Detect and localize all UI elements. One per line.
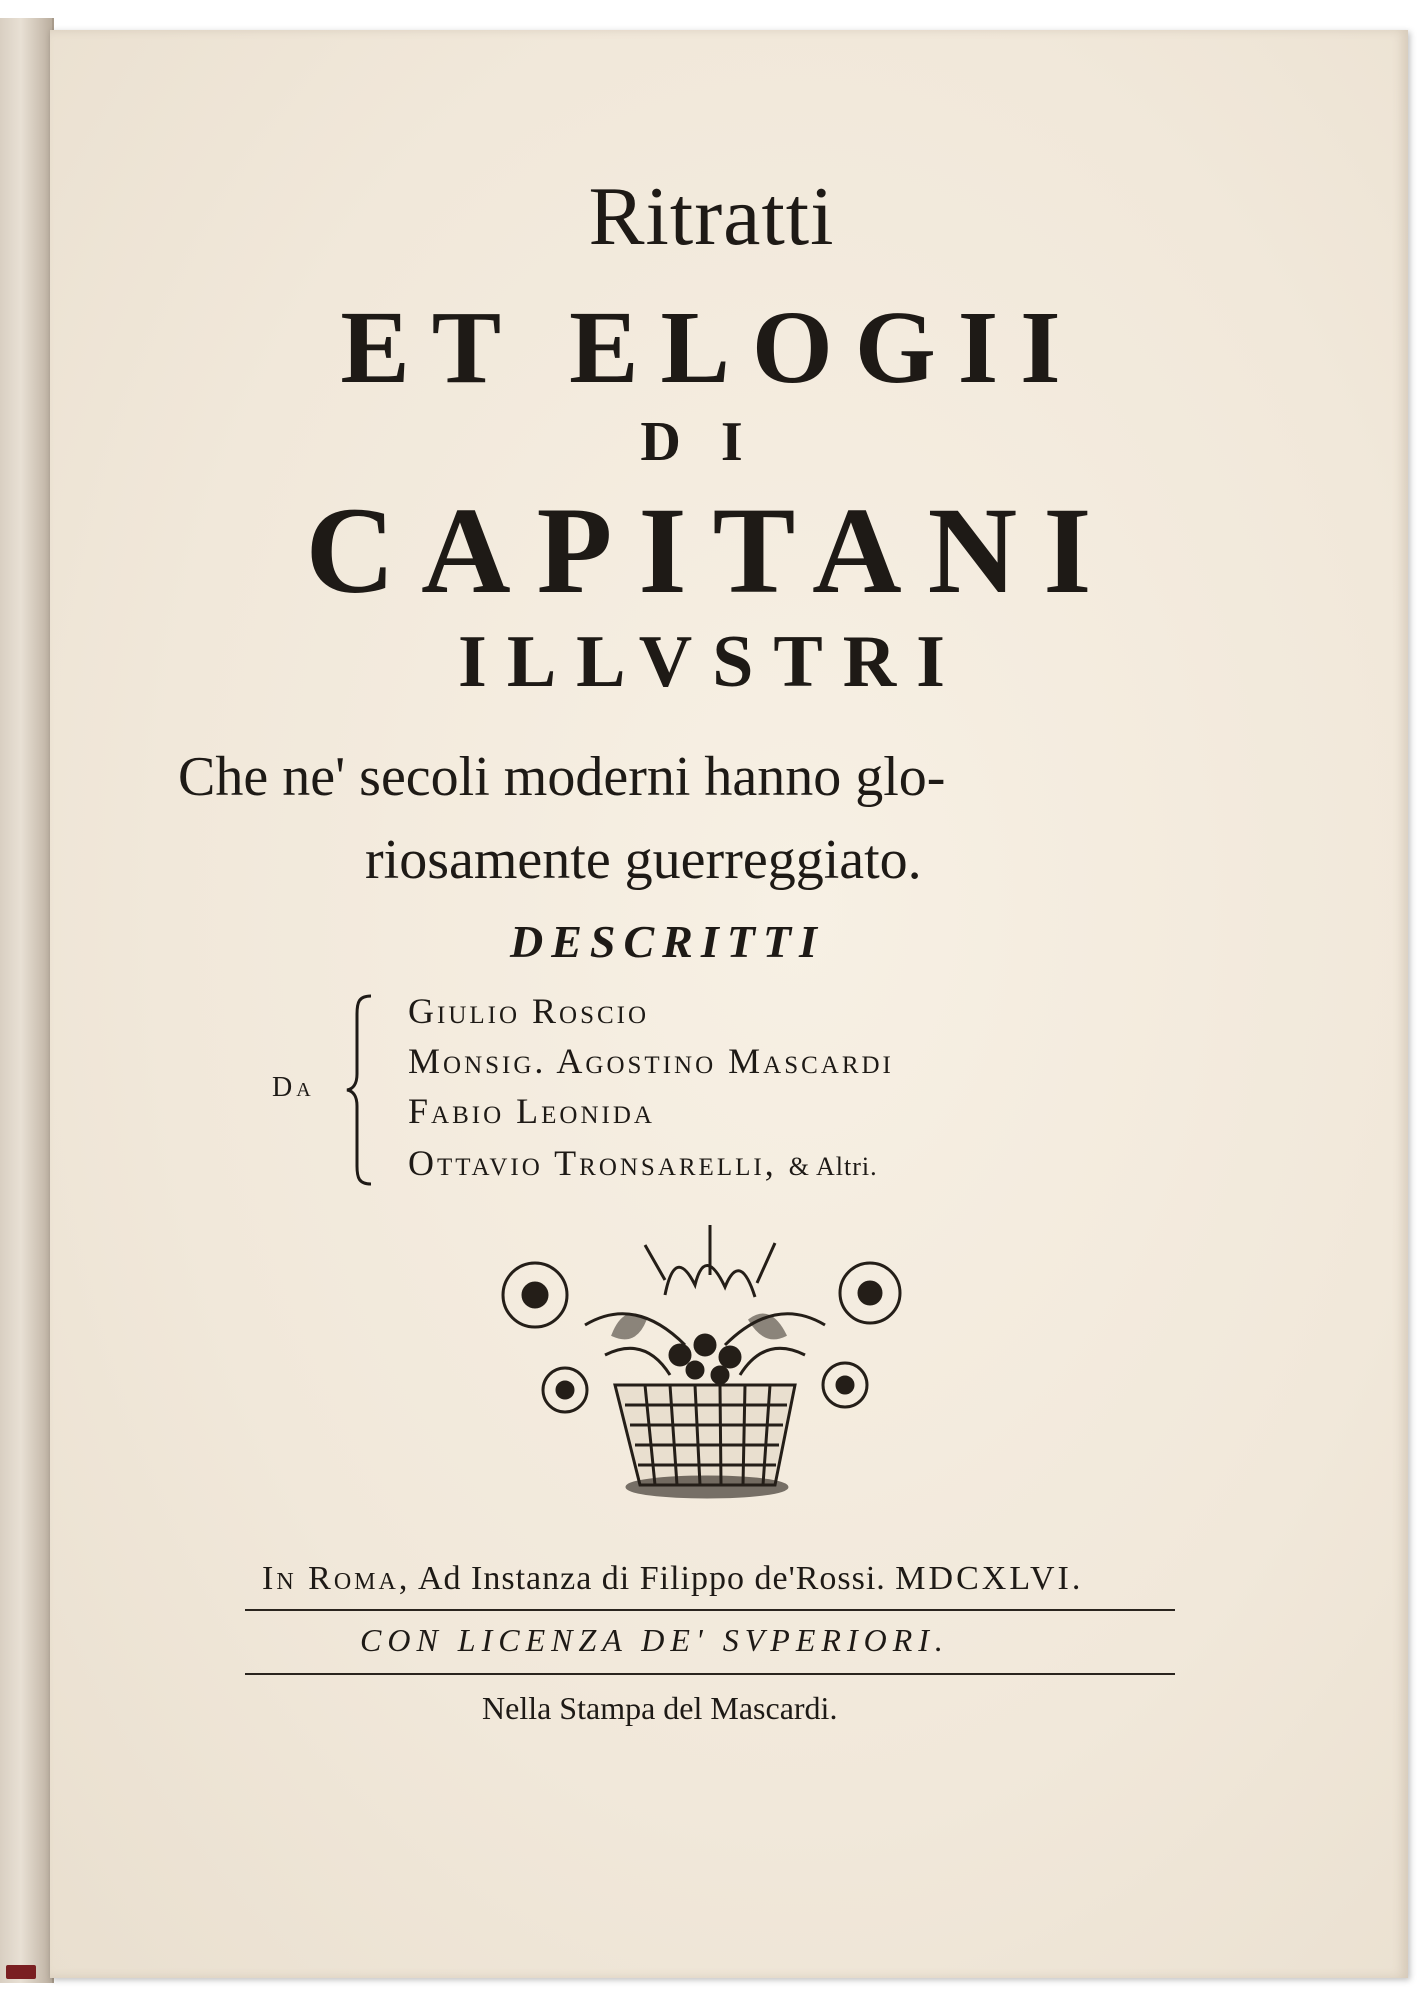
imprint-place: In Roma, [262, 1560, 411, 1597]
spine-headband [6, 1965, 36, 1979]
flower-basket-woodcut-icon [495, 1225, 925, 1525]
author-fabio-leonida: Fabio Leonida [408, 1091, 655, 1131]
title-line-ritratti: Ritratti [588, 170, 835, 263]
imprint-year: MDCXLVI. [895, 1560, 1084, 1597]
author-ottavio-tronsarelli [408, 1142, 878, 1184]
title-line-illustri: ILLVSTRI [458, 621, 965, 703]
author-name: Ottavio Tronsarelli, [408, 1143, 777, 1183]
subtitle-line-1: Che ne' secoli moderni hanno glo- [178, 746, 946, 808]
author-agostino-mascardi: Monsig. Agostino Mascardi [408, 1041, 894, 1081]
imprint-publisher: Ad Instanza di Filippo de'Rossi. [417, 1560, 886, 1597]
author-giulio-roscio: Giulio Roscio [408, 991, 650, 1031]
subtitle-line-2: riosamente guerreggiato. [365, 829, 922, 891]
title-line-capitani: CAPITANI [305, 482, 1118, 619]
imprint-rule-top [245, 1609, 1175, 1611]
and-others-label: & Altri. [788, 1152, 878, 1181]
press-line: Nella Stampa del Mascardi. [482, 1690, 838, 1726]
title-line-di: DI [640, 411, 783, 473]
imprint-rule-bottom [245, 1673, 1175, 1675]
curly-brace-icon [345, 992, 375, 1188]
license-line: CON LICENZA DE' SVPERIORI. [360, 1622, 949, 1658]
title-line-et-elogii: ET ELOGII [340, 290, 1083, 405]
imprint-line [262, 1560, 1083, 1598]
da-label: Da [272, 1072, 315, 1103]
descritti-heading: DESCRITTI [510, 916, 825, 967]
